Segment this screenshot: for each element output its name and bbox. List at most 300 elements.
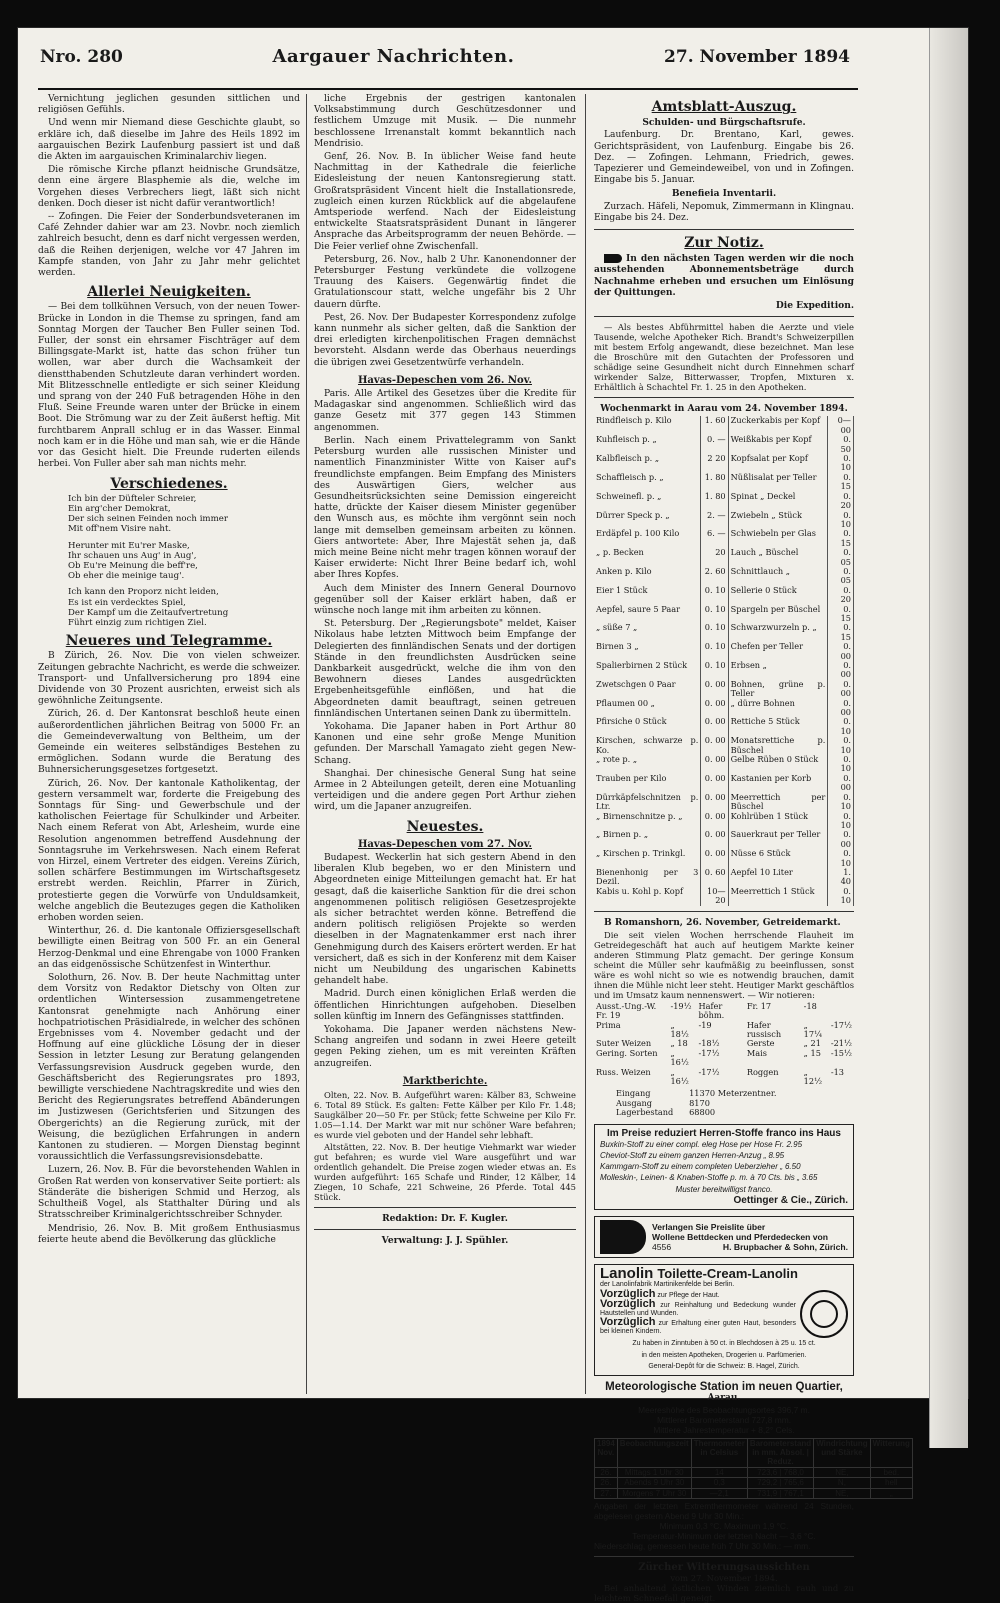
poem-line: Der Kampf um die Zeitaufvertretung (68, 607, 229, 618)
grain-cell: „ 18½ (670, 1019, 689, 1039)
poem-line: Führt einzig zum richtigen Ziel. (68, 617, 207, 628)
weather-table (594, 1438, 913, 1499)
item-cell: Lauch „ Büschel (728, 548, 828, 567)
item-cell: Meerrettich 1 Stück (728, 887, 828, 906)
masthead (40, 46, 850, 67)
brand-name: Lanolin (600, 1265, 654, 1283)
table-row (594, 473, 854, 492)
column-header: Barometerstand in mm. Absol. | Reduz. (747, 1438, 813, 1467)
item-cell: Dürrer Speck p. „ (594, 511, 701, 530)
divider (594, 316, 854, 317)
grain-cell: Suter Weizen (596, 1038, 652, 1049)
grain-cell: „ 16½ (670, 1066, 689, 1087)
price-cell: 0. 10 (701, 642, 728, 661)
table-row (594, 1068, 854, 1087)
item-cell: Spinat „ Deckel (728, 492, 828, 511)
price-cell: 0. 20 (828, 586, 854, 605)
price-cell: 0. 15 (828, 605, 854, 624)
grain-market-heading: B Romanshorn, 26. November, Getreidemarkt. (604, 916, 841, 928)
item-cell: Zwetschgen 0 Paar (594, 680, 701, 699)
item-cell: Spargeln per Büschel (728, 605, 828, 624)
item-cell: Schwarzwurzeln p. „ (728, 623, 828, 642)
grain-cell: „ 12½ (803, 1066, 823, 1087)
poem-line: Herunter mit Eu'rer Maske, (68, 540, 190, 551)
weather-station-heading: Meteorologische Station im neuen Quartier, (605, 1381, 843, 1394)
ad-line: Molleskin-, Leinen- & Knaben-Stoffe p. m. à 70 Cts. bis „ 3.65 (600, 1173, 818, 1183)
table-row (594, 492, 854, 511)
grain-cell: Ausst.-Ung.-W. Fr. 19 (596, 1000, 657, 1021)
ad-claim-text: zur Pflege der Haut. (657, 1292, 720, 1300)
weather-note: Niederschlag, gemessen heute früh 7 Uhr 30 Min.: — mm. (594, 1540, 811, 1551)
paragraph: B Zürich, 26. Nov. Die von vielen schweizer. Zeitungen gebrachte Nachricht, es werde die schweizer. Transport- und Unfallversicherung pro 1894 eine Dividende von 30 Prozent ausrichten, erweist sich als gewöhnliche Zeitungsente. (38, 651, 300, 707)
barometer-value: 723,6 (757, 1467, 778, 1477)
ad-bettdecken (594, 1216, 854, 1258)
ad-footer: Zu haben in Zinntuben à 50 ct. in Blechdosen à 25 u. 15 ct. (632, 1340, 816, 1348)
ad-lanolin (594, 1264, 854, 1376)
grain-cell: „ 21 (803, 1038, 821, 1049)
price-cell: 10—20 (701, 887, 728, 906)
item-cell: Rettiche 5 Stück (728, 717, 828, 736)
section-heading: Marktberichte. (402, 1075, 488, 1087)
paragraph: Die seit vielen Wochen herrschende Flauheit im Getreidegeschäft hat auch auf heutigem Markte keiner anderen Stimmung Platz gemacht. Der geringe Konsum scheint die Müller sehr kaufmäßig zu beeinflussen, sonst wäre es wohl nicht so wie es notwendig brauchen, damit ihnen die Mühle nicht leer steht. Heutiger Markt geschäftlos und im Umsatz kaum nennenswert. — Wir notieren: (594, 929, 854, 1000)
barometer-cell: 723,6 | 768,0 (747, 1467, 813, 1477)
item-cell: Erdäpfel p. 100 Kilo (594, 529, 701, 548)
item-cell: Pflaumen 00 „ (594, 699, 701, 718)
column-header: Windrichtung und Stärke (814, 1438, 870, 1467)
ad-number: 4556 (652, 1242, 672, 1253)
table-row (594, 1049, 854, 1068)
table-row (594, 699, 854, 718)
price-cell: 20 (701, 548, 728, 567)
table-row (594, 680, 854, 699)
item-cell: Eier 1 Stück (594, 586, 701, 605)
divider (594, 229, 854, 230)
weather-cell: Morgens 7 Uhr 30 (617, 1488, 691, 1498)
barometer-value: 767,1 (783, 1488, 804, 1498)
ad-line: Cheviot-Stoff zu einem ganzen Herren-Anzug „ 8.95 (600, 1151, 785, 1161)
grain-cell: -17½ (698, 1047, 720, 1058)
weather-cell: 26. (595, 1467, 618, 1477)
poem-line: Mit off'nem Visire naht. (68, 524, 172, 535)
price-cell: 0. 00 (828, 661, 854, 680)
ad-footer: in den meisten Apotheken, Drogerien u. Parfümerien. (641, 1351, 807, 1359)
ad-title: Toilette-Cream-Lanolin (657, 1266, 798, 1282)
ad-line: Kammgarn-Stoff zu einem completen Ueberzieher „ 6.50 (600, 1162, 801, 1172)
column-header: Beobachtungszeit (617, 1438, 691, 1467)
table-row (594, 793, 854, 812)
table-header-row (595, 1438, 913, 1467)
barometer-cell: 729,2 | 765,6 (747, 1478, 813, 1488)
paragraph: -- Zofingen. Die Feier der Sonderbundsveteranen im Café Zehnder dahier war am 23. Novbr. noch ziemlich zahlreich besucht, denn es darf nicht vergessen werden, daß die Reihen derjenigen, welche vor 47 Jahren im Kampfe standen, von Jahr zu Jahr mehr gelichtet werden. (38, 212, 300, 279)
item-cell: „ süße 7 „ (594, 623, 701, 642)
item-cell: Kalbfleisch p. „ (594, 454, 701, 473)
price-cell: 1. 80 (701, 492, 728, 511)
volume-cell: 68800 (689, 1107, 716, 1118)
table-row (594, 887, 854, 906)
weather-cell: 14 (691, 1467, 747, 1477)
table-row (595, 1478, 913, 1488)
ad-line: Verlangen Sie Preislite über (652, 1222, 766, 1233)
editor-line: Redaktion: Dr. F. Kugler. (382, 1213, 508, 1225)
section-heading: Neuestes. (406, 818, 484, 835)
item-cell: „ Birnen p. „ (594, 830, 701, 849)
item-cell: Nüßlisalat per Teller (728, 473, 828, 492)
signature: Die Expedition. (775, 300, 854, 312)
item-cell: Dürrkäpfelschnitzen p. Ltr. (594, 793, 701, 812)
ad-line: Buxkin-Stoff zu einer compl. eleg Hose per Hose Fr. 2.95 (600, 1139, 803, 1149)
weather-info: Meereshöhe des Beobachtungsortes 396,7 m. (638, 1404, 810, 1415)
barometer-value: 729,2 (757, 1478, 778, 1488)
price-cell: 2. 60 (701, 567, 728, 586)
price-cell: 0. 10 (828, 812, 854, 831)
price-cell: 0. 00 (701, 717, 728, 736)
grain-cell: Gering. Sorten (596, 1047, 658, 1058)
volume-cell: 8170 (689, 1097, 710, 1108)
price-cell: 0. 10 (828, 717, 854, 736)
table-row (594, 830, 854, 849)
weather-cell: 0,3 (691, 1478, 747, 1488)
poem (68, 494, 300, 628)
weather-station-place: Aarau. (707, 1393, 741, 1404)
price-cell: 0. 10 (701, 586, 728, 605)
issue-number: Nro. 280 (40, 47, 123, 67)
item-cell: Schaffleisch p. „ (594, 473, 701, 492)
table-row (594, 736, 854, 755)
weather-cell: NE, (814, 1467, 870, 1477)
table-row (594, 623, 854, 642)
ad-claim: Vorzüglich (600, 1298, 656, 1311)
poem-line: Ob Eu're Meinung die beff're, (68, 560, 198, 571)
forecast-text: Bei anhaltend östlichen Winden ziemlich rauh und zu leichtem Schneefall geneigt. (594, 1583, 854, 1603)
weather-cell: 26. (595, 1478, 618, 1488)
paragraph: Pest, 26. Nov. Der Budapester Korrespondenz zufolge kann nunmehr als sicher gelten, daß die Sanktion der drei erledigten kirchenpolitischen Fragen demnächst bevorsteht. Alsdann werde das Oberhaus neuerdings die übrigen zwei Gesetzentwürfe verhandeln. (314, 312, 576, 368)
item-cell: „ rote p. „ (594, 755, 701, 774)
price-cell: 0. 10 (828, 849, 854, 868)
paragraph: Vernichtung jeglichen gesunden sittlichen und religiösen Gefühls. (38, 94, 300, 116)
grain-cell: „ 17¼ (803, 1019, 823, 1039)
weather-cell: N, (814, 1478, 870, 1488)
divider (594, 1556, 854, 1557)
paragraph: Zürich, 26. Nov. Der kantonale Katholikentag, der gestern versammelt war, forderte die Freigebung des Sonntags für Sing- und Gewerbschule und der katholischen Feiertage für Schulkinder und Arbeiter. Nach einem Referat von Abt, Arlesheim, wurde eine Resolution angenommen betreffend Ausdehnung der Sonntagsruhe im Verkehrswesen. Nach einem Referat von Hirzel, einem Vertreter des eidgen. Vereins Zürich, sollen schärfere Bestimmungen im Wirtschaftsgesetz erstrebt werden. Reichlin, Pfarrer in Zürich, protestierte gegen die Vorwürfe von Unduldsamkeit, welche angeblich die Beutezuges gegen die Katholiken erhoben worden seien. (38, 778, 300, 924)
volume-cell: Lagerbestand (616, 1107, 674, 1118)
item-cell: Kuhfleisch p. „ (594, 435, 701, 454)
item-cell: Kohlrüben 1 Stück (728, 812, 828, 831)
weather-cell: 27. (595, 1488, 618, 1498)
grain-cell: „ 15 (803, 1047, 821, 1058)
paragraph: Und wenn mir Niemand diese Geschichte glaubt, so erkläre ich, daß dieselbe im Jahre des Heils 1892 im aargauischen Bezirk Laufenburg passiert ist und daß die Akten im aargauischen Kriminalarchiv liegen. (38, 118, 300, 163)
weather-note: Minimum 0,3 °C. Maximum 1,9 °C. (659, 1520, 789, 1531)
divider (314, 1229, 576, 1230)
notice-body: In den nächsten Tagen werden wir die noch ausstehenden Abonnementsbeträge durch Nachnahme erheben und ersuchen um Einlösung der Quittungen. (594, 253, 854, 298)
grain-price-table (594, 1002, 854, 1087)
price-cell: 0. 60 (701, 868, 728, 887)
paragraph: Petersburg, 26. Nov., halb 2 Uhr. Kanonendonner der Petersburger Festung verkündete die vollzogene Trauung des Kaisers. Gegenwärtig findet die Gratulationscour statt, welche ungefähr bis 2 Uhr dauern dürfte. (314, 254, 576, 310)
paragraph: — Bei dem tollkühnen Versuch, von der neuen Tower-Brücke in London in die Themse zu springen, fand am Sonntag Morgen der Taucher Ben Fuller seinen Tod. Fuller, der sonst ein ehrsamer Fischträger auf dem Billingsgate-Markt ist, hatte das schon früher tun wollen, war aber durch die Wachsamkeit der dienstthabenden Schutzleute daran verhindert worden. Mit Blitzesschnelle entledigte er sich seiner Kleidung und sprang von der 240 Fuß betragenden Höhe in den Fluß. Seine Freunde waren unter der Brücke in einem Boot. Die Strömung war zu der Zeit äußerst heftig. Mit furchtbarem Anprall schlug er in das Wasser. Einmal noch kam er in die Höhe und man sah, wie er die Hände vor das Gesicht hielt. Die Freunde ruderten eilends herbei. Von Fuller aber sah man nichts mehr. (38, 302, 300, 470)
divider (594, 397, 854, 398)
grain-cell: -17½ (830, 1019, 852, 1030)
paragraph: Paris. Alle Artikel des Gesetzes über die Kredite für Madagaskar sind angenommen. Schließlich wird das ganze Gesetz mit 377 gegen 143 Stimmen angenommen. (314, 389, 576, 433)
poem-line: Ob eher die meinige taug'. (68, 571, 185, 582)
weather-cell: Abends 9 Uhr 30 (617, 1478, 691, 1488)
section-heading: Amtsblatt-Auszug. (651, 99, 797, 115)
price-cell: 0. 00 (701, 774, 728, 793)
grain-cell: Roggen (746, 1066, 779, 1077)
price-cell: 0. 10 (701, 623, 728, 642)
grain-cell: Fr. 17 (746, 1000, 772, 1011)
item-cell: Schnittlauch „ (728, 567, 828, 586)
column-3 (594, 94, 910, 1603)
weather-cell: bed. (870, 1467, 912, 1477)
price-cell: 0. 00 (701, 699, 728, 718)
forecast-heading: Zürcher Witterungsaussichten (638, 1561, 810, 1573)
item-cell: Bohnen, grüne p. Teller (728, 680, 828, 699)
item-cell: Weißkabis per Kopf (728, 435, 828, 454)
grain-cell: -19½ (670, 1000, 692, 1011)
price-cell: 0. 00 (828, 830, 854, 849)
volume-cell: 11370 Meterzentner. (689, 1088, 777, 1099)
weather-note: Angaben der letzten Extremthermometer während 24 Stunden, abgelesen gestern Abend 9 Uhr 30 Min.: (594, 1500, 854, 1521)
item-cell: „ p. Becken (594, 548, 701, 567)
item-cell: Kopfsalat per Kopf (728, 454, 828, 473)
ad-sub: Muster bereitwilligst franco. (675, 1184, 773, 1194)
poem-line: Ein arg'cher Demokrat, (68, 503, 171, 514)
column-divider (306, 94, 307, 1394)
advertisement-text: — Als bestes Abführmittel haben die Aerzte und viele Tausende, welche Apotheker Rich. Brandt's Schweizerpillen mit bestem Erfolg angewandt, diese bezeichnet. Man lese die Broschüre mit den Gutachten der Professoren und schädige seine Gesundheit nicht durch Einnehmen scharf wirkender Salze, Bitterwasser, Tropfen, Mixturen x. Erhältlich à Schachtel Fr. 1. 25 in den Apotheken. (594, 322, 854, 393)
price-cell: 1. 40 (828, 868, 854, 887)
paragraph: Shanghai. Der chinesische General Sung hat seine Armee in 2 Abteilungen geteilt, deren eine Motuanling verteidigen und die andere gegen Port Arthur ziehen wird, um die Japaner anzugreifen. (314, 768, 576, 813)
subheading: Benefieia Inventarii. (671, 188, 777, 200)
barometer-value: 731,9 (757, 1488, 778, 1498)
column-header: 1894 Nov. (595, 1438, 618, 1467)
header-rule (38, 88, 858, 90)
item-cell: Zuckerkabis per Kopf (728, 416, 828, 435)
paragraph: Die römische Kirche pflanzt heidnische Grundsätze, denn eine ärgere Blasphemie als die, welche im Vorgehen dieses Verbrechers liegt, läßt sich nicht denken. Doch dieser ist nicht dafür verantwortlich! (38, 165, 300, 209)
ad-title: Im Preise reduziert Herren-Stoffe franco ins Haus (607, 1127, 841, 1139)
column-1 (38, 94, 300, 1384)
item-cell: Monatsrettiche p. Büschel (728, 736, 828, 755)
table-row (614, 1108, 796, 1117)
table-row (594, 661, 854, 680)
column-2 (314, 94, 576, 1384)
price-cell: 0. 10 (828, 755, 854, 774)
price-cell: 0. 10 (828, 887, 854, 906)
weather-footer (594, 1501, 854, 1551)
price-cell: 0. 00 (828, 774, 854, 793)
table-row (594, 717, 854, 736)
item-cell: Erbsen „ (728, 661, 828, 680)
issue-date: 27. November 1894 (664, 47, 850, 67)
paragraph: Yokohama. Die Japaner werden nächstens New-Schang angreifen und sodann in zwei Heere geteilt gegen Peking ziehen, um es mit vereinten Kräften anzugreifen. (314, 1025, 576, 1069)
paragraph: liche Ergebnis der gestrigen kantonalen Volksabstimmung durch Geschützesdonner und festlichem Umzuge mit Musik. — Die nunmehr beschlossene Irrenanstalt kommt bekanntlich nach Mendrisio. (314, 94, 576, 149)
table-row (594, 454, 854, 473)
price-cell: 1. 60 (701, 416, 728, 435)
poem-line: Der sich seinen Feinden noch immer (68, 514, 228, 525)
column-header: Thermometer in Celsius (691, 1438, 747, 1467)
item-cell: Kabis u. Kohl p. Kopf (594, 887, 701, 906)
grain-cell: -15½ (830, 1047, 852, 1058)
price-cell: 0. 50 (828, 435, 854, 454)
price-cell: 0. 00 (701, 830, 728, 849)
grain-volume-table (614, 1089, 796, 1117)
item-cell: Chefen per Teller (728, 642, 828, 661)
table-row (594, 548, 854, 567)
paragraph: St. Petersburg. Der „Regierungsbote" meldet, Kaiser Nikolaus habe letzten Mittwoch beim Empfange der Delegierten des finnländischen Senats und der dortigen Stände in den freundlichsten Ausdrücken seine Dankbarkeit ausgedrückt, welche die ihm von den Bewohnern dieses Landes ausgedrückten Ergebenheitsgefühle einflößen, und hat die Abgeordneten damit beauftragt, seinen getreuen finnländischen Untertanen seinen Dank zu übermitteln. (314, 619, 576, 719)
table-row (594, 812, 854, 831)
item-cell: Aepfel, saure 5 Paar (594, 605, 701, 624)
grain-cell: Mais (746, 1047, 767, 1058)
item-cell: Sellerie 0 Stück (728, 586, 828, 605)
lanolin-tube-icon (800, 1290, 848, 1338)
table-row (594, 1021, 854, 1040)
weather-cell: hell (870, 1478, 912, 1488)
newspaper-title: Aargauer Nachrichten. (272, 46, 515, 67)
price-cell: 0. 10 (828, 454, 854, 473)
grain-cell: Hafer russisch (746, 1019, 782, 1039)
price-cell: 2. — (701, 511, 728, 530)
weather-cell: —2,1 (691, 1488, 747, 1498)
grain-cell: Hafer böhm. (698, 1000, 725, 1021)
poem-line: Ich bin der Düfteler Schreier, (68, 493, 197, 504)
weather-info: Mittlere Jahrestemperatur + 8,2° Cels. (653, 1424, 795, 1435)
paragraph: Zurzach. Häfeli, Nepomuk, Zimmermann in Klingnau. Eingabe bis 24. Dez. (594, 201, 854, 223)
item-cell: Kastanien per Korb (728, 774, 828, 793)
item-cell: Spalierbirnen 2 Stück (594, 661, 701, 680)
price-cell: 0. 15 (828, 529, 854, 548)
table-row (594, 642, 854, 661)
table-row (594, 435, 854, 454)
price-cell: 0. 00 (701, 793, 728, 812)
paragraph: Genf, 26. Nov. B. In üblicher Weise fand heute Nachmittag in der Kathedrale die feierliche Eidesleistung der neuen Kantonsregierung statt. Großratspräsident Vincent hielt die Installationsrede, zugleich einen kurzen Rückblick auf die abgelaufene Amtsperiode werfend. Nach der Eidesleistung entwickelte Staatsratspräsident Dunant in längerer Ansprache das Arbeitsprogramm der neuen Behörde. — Die Feier verlief ohne Zwischenfall. (314, 152, 576, 252)
table-row (594, 511, 854, 530)
poem-line: Ich kann den Proporz nicht leiden, (68, 587, 219, 598)
price-cell: 0. 00 (701, 849, 728, 868)
section-heading: Zur Notiz. (684, 235, 764, 252)
price-cell: 6. — (701, 529, 728, 548)
grain-cell: Gerste (746, 1038, 775, 1049)
ad-claim: Vorzüglich (600, 1288, 656, 1301)
price-cell: 0. 00 (701, 680, 728, 699)
item-cell: Birnen 3 „ (594, 642, 701, 661)
table-row (594, 529, 854, 548)
grain-cell: -19 (698, 1019, 712, 1030)
column-divider (585, 94, 586, 1394)
barometer-value: 765,6 (783, 1478, 804, 1488)
grain-cell: -18½ (698, 1038, 720, 1049)
paragraph: Luzern, 26. Nov. B. Für die bevorstehenden Wahlen in Großen Rat werden von konservativer Seite portiert: als Ständeräte die bisherigen Schmid und Herzog, als Schultheiß Vogel, als Statthalter Düring und als Stratsschreiber Kriminalgerichtsschreiber Schnyder. (38, 1165, 300, 1221)
price-cell: 0. 00 (701, 736, 728, 755)
ad-claim: Vorzüglich (600, 1316, 656, 1329)
ad-herren-stoffe (594, 1124, 854, 1210)
paragraph: Solothurn, 26. Nov. B. Der heute Nachmittag unter dem Vorsitz von Redaktor Dietschy von Olten zur ordentlichen Wintersession zusammengetretene Kantonsrat genehmigte nach Anhörung einer hochpatriotischen Präsidialrede, in welcher des schönen Ergebnisses vom 4. November gedacht und der Hoffnung auf eine glückliche Lösung der in dieser Session in letzter Lesung zur Beratung gelangenden Verfassungsrevision Ausdruck gegeben wurde, den Geschäftsbericht des Regierungsrates pro 1893, bewilligte verschiedene Nachtragskredite und wies den Bericht des Regierungsrates betreffend Abänderungen im Justizwesen (Gerichtsferien und Sitzungen des Obergerichts) an die Regierung zurück, mit der Weisung, die bezüglichen Erfahrungen in andern Kantonen zu studieren. — Morgen Dienstag beginnt voraussichtlich die Verfassungsrevisionsdebatte. (38, 973, 300, 1163)
item-cell: Bienenhonig per 3 Dezil. (594, 868, 701, 887)
table-row (594, 774, 854, 793)
paragraph: Laufenburg. Dr. Brentano, Karl, gewes. Gerichtspräsident, von Laufenburg. Eingabe bis 26. Dez. — Zofingen. Lehmann, Friedrich, gewes. Tapezierer und Gemeindeweibel, von und in Zofingen. Eingabe bis 5. Januar. (594, 130, 854, 186)
ad-firm: H. Brupbacher & Sohn, Zürich. (722, 1242, 848, 1253)
item-cell: Rindfleisch p. Kilo (594, 416, 701, 435)
item-cell: Nüsse 6 Stück (728, 849, 828, 868)
price-cell: 0. 20 (828, 492, 854, 511)
ad-firm: Oettinger & Cie., Zürich. (733, 1194, 848, 1206)
item-cell: Zwiebeln „ Stück (728, 511, 828, 530)
price-cell: 0. 00 (701, 812, 728, 831)
section-heading: Neueres und Telegramme. (65, 633, 273, 650)
price-cell: 0. 10 (701, 605, 728, 624)
poem-line: Es ist ein verdecktes Spiel, (68, 597, 186, 608)
pointing-hand-icon (600, 1220, 646, 1254)
ad-claim-text: zur Reinhaltung und Bedeckung wunder Hautstellen und Wunden. (600, 1302, 796, 1318)
item-cell: Meerrettich per Büschel (728, 793, 828, 812)
grain-cell: -21½ (830, 1038, 852, 1049)
weather-cell: Mittags 1 Uhr 30 (617, 1467, 691, 1477)
section-heading: Verschiedenes. (110, 475, 228, 492)
paragraph: Winterthur, 26. d. Die kantonale Offiziersgesellschaft bewilligte einen Beitrag von 500 Fr. an ein General Herzog-Denkmal und eine Ehrengabe von 1000 Franken an das eidgenössische Schützenfest in Winterthur. (38, 926, 300, 970)
ad-sub: der Lanolinfabrik Martinikenfelde bei Berlin. (600, 1281, 735, 1289)
grain-cell: Prima (596, 1019, 621, 1030)
barometer-value: 768,0 (783, 1467, 804, 1477)
weather-cell: „ (870, 1488, 912, 1498)
item-cell: Gelbe Rüben 0 Stück (728, 755, 828, 774)
item-cell: „ Kirschen p. Trinkgl. (594, 849, 701, 868)
table-row (594, 567, 854, 586)
paragraph: Madrid. Durch einen königlichen Erlaß werden die öffentlichen Hinrichtungen aufgehoben. Dieselben sollen künftig im Innern des Gefängnisses stattfinden. (314, 989, 576, 1022)
table-row (594, 416, 854, 435)
table-row (594, 1002, 854, 1021)
item-cell: Sauerkraut per Teller (728, 830, 828, 849)
section-heading: Havas-Depeschen vom 26. Nov. (357, 374, 532, 386)
item-cell: Pfirsiche 0 Stück (594, 717, 701, 736)
table-row (594, 849, 854, 868)
grain-cell: -17½ (698, 1066, 720, 1077)
divider (594, 911, 854, 912)
table-row (595, 1467, 913, 1477)
table-row (594, 586, 854, 605)
price-cell: 0. 10 (701, 661, 728, 680)
administration-line: Verwaltung: J. J. Spühler. (381, 1235, 509, 1247)
table-row (594, 755, 854, 774)
table-row (594, 605, 854, 624)
ad-claim-text: zur Erhaltung einer guten Haut, besonders bei kleinen Kindern. (600, 1320, 796, 1336)
price-cell: 0. 15 (828, 623, 854, 642)
table-row (595, 1488, 913, 1498)
pointing-hand-icon (604, 254, 622, 263)
item-cell: Schweinefl. p. „ (594, 492, 701, 511)
notice-text (594, 253, 854, 298)
page-edge (929, 28, 968, 1448)
paragraph: Berlin. Nach einem Privattelegramm von Sankt Petersburg wurden alle russischen Minister und namentlich Finanzminister Witte von Kaiser auf's freundlichste empfangen. Beim Empfang des Ministers des Auswärtigen Giers, welcher aus Gesundheitsrücksichten seine Demission eingereicht hatte, drückte der Kaiser diesem Minister gegenüber den Wunsch aus, es möchte ihm vergönnt sein noch lange mit demselben gemeinsam arbeiten zu können. Giers antwortete: Aber, Ihre Majestät sehen ja, daß mich meine Beine nicht mehr tragen können worauf der Kaiser erwiderte: Nicht Ihrer Beine bedarf ich, wohl aber Ihres Kopfes. (314, 435, 576, 581)
paragraph: Budapest. Weckerlin hat sich gestern Abend in den liberalen Klub begeben, wo er den Ministern und Abgeordneten einige Mitteilungen gemacht hat. Er hat gesagt, daß die kaiserliche Sanktion für die drei schon angenommenen politisch religiösen Gesetzesprojekte als sicher betrachtet werden könne. Betreffend die andern politisch religiösen Projekte so werden dieselben in der Magnatenkammer erst nach ihrer Genehmigung durch des Kaisers erörtert werden. Er hat versichert, daß es sich in der Konferenz mit dem Kaiser nicht um Neubildung des ungarischen Kabinetts gehandelt habe. (314, 853, 576, 987)
subheading: Schulden- und Bürgschaftsrufe. (642, 117, 806, 129)
column-header: Witterung (870, 1438, 912, 1467)
item-cell: „ dürre Bohnen (728, 699, 828, 718)
ad-footer: General-Depôt für die Schweiz: B. Hagel, Zürich. (648, 1362, 800, 1370)
section-heading: Allerlei Neuigkeiten. (87, 284, 251, 301)
forecast-date: vom 27. November 1894. (670, 1573, 778, 1584)
price-cell: 0. 05 (828, 567, 854, 586)
price-cell: 0. 10 (828, 511, 854, 530)
item-cell: Schwiebeln per Glas (728, 529, 828, 548)
paragraph: Altstätten, 22. Nov. B. Der heutige Viehmarkt war wieder gut befahren; es wurde viel Ware ausgeführt und war ordentlich gehandelt. Die Preise zogen wieder etwas an. Es wurden aufgeführt: 165 Schafe und Rinder, 12 Kälber, 14 Ziegen, 10 Schafe, 221 Schweine, 26 Pferde. Total 445 Stück. (314, 1142, 576, 1203)
weather-note: Temperatur-Minimum der letzten Nacht — 3,6 °C. (632, 1530, 816, 1541)
price-cell: 0. 10 (828, 793, 854, 812)
price-cell: 0— 00 (828, 416, 854, 435)
section-subheading: Havas-Depeschen vom 27. Nov. (357, 838, 532, 850)
price-cell: 0. 00 (701, 755, 728, 774)
weather-info: Mittlerer Barometerstand 727,8 mm. (656, 1414, 792, 1425)
grain-cell: Russ. Weizen (596, 1066, 651, 1077)
market-price-table (594, 416, 854, 905)
divider (314, 1207, 576, 1208)
price-cell: 0. — (701, 435, 728, 454)
